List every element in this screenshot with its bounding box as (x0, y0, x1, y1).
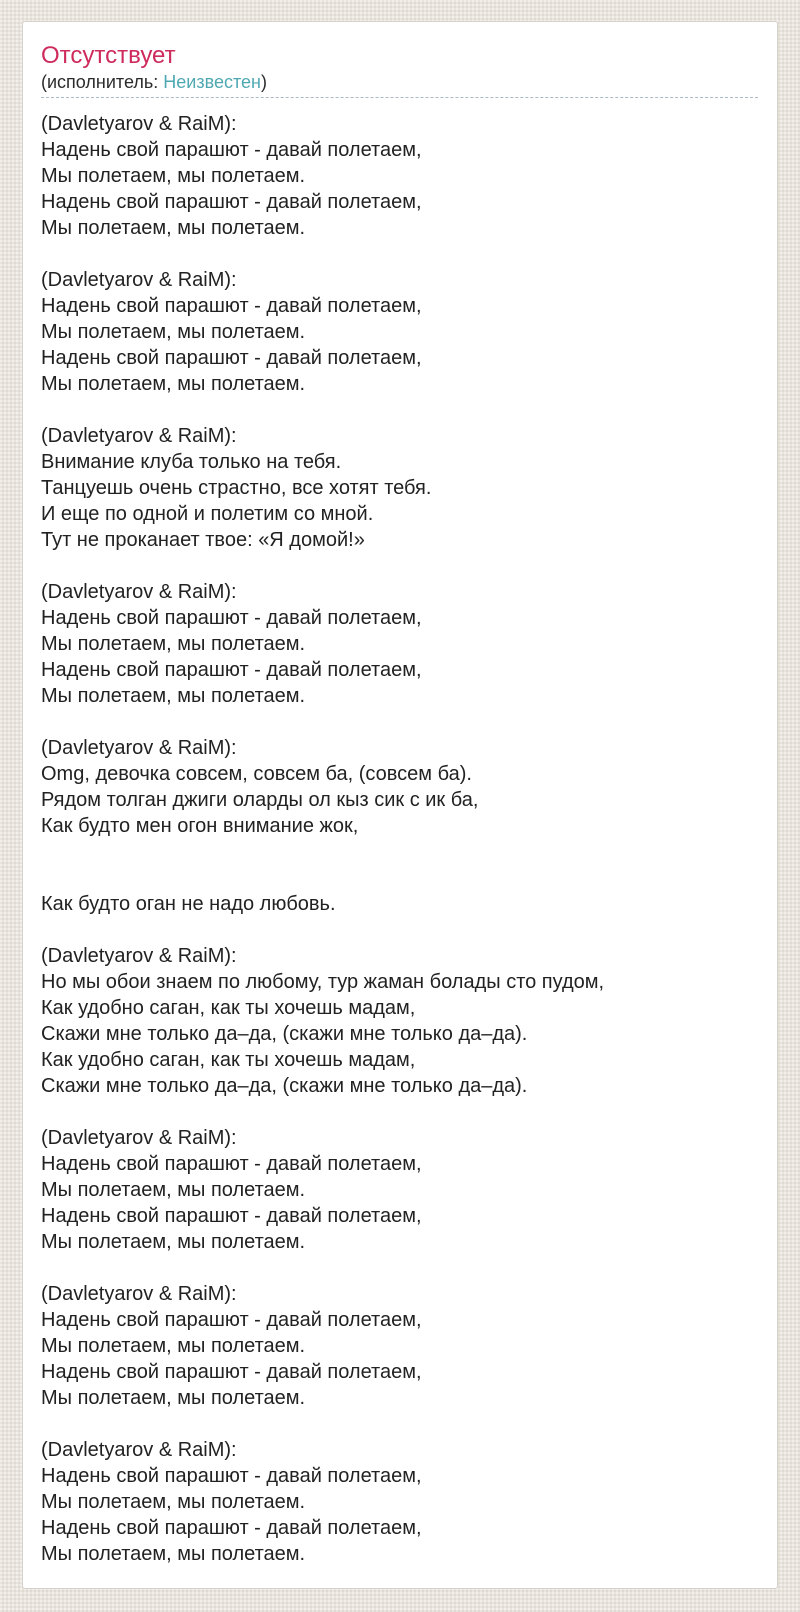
lyric-line: (Davletyarov & RaiM): (41, 581, 237, 603)
lyric-line: Мы полетаем, мы полетаем. (41, 1179, 306, 1201)
lyric-line: Надень свой парашют - давай полетаем, (41, 1205, 422, 1227)
lyric-line: Танцуешь очень страстно, все хотят тебя. (41, 477, 432, 499)
lyric-line: Тут не проканает твое: «Я домой!» (41, 529, 365, 551)
lyric-line: Но мы обои знаем по любому, тур жаман болады сто пудом, (41, 971, 605, 993)
artist-link[interactable]: Неизвестен (163, 72, 261, 92)
lyric-line: Как удобно саган, как ты хочешь мадам, (41, 1049, 416, 1071)
lyric-line: (Davletyarov & RaiM): (41, 425, 237, 447)
lyric-line (41, 839, 758, 865)
stanza (41, 423, 758, 553)
lyric-line: Надень свой парашют - давай полетаем, (41, 1153, 422, 1175)
lyric-line: Мы полетаем, мы полетаем. (41, 1491, 306, 1513)
lyric-line: Мы полетаем, мы полетаем. (41, 373, 306, 395)
stanza (41, 1281, 758, 1411)
lyric-line: Надень свой парашют - давай полетаем, (41, 607, 422, 629)
lyric-line: (Davletyarov & RaiM): (41, 269, 237, 291)
lyric-line: Надень свой парашют - давай полетаем, (41, 347, 422, 369)
lyrics-card (22, 21, 778, 1589)
stanza (41, 1125, 758, 1255)
stanza (41, 735, 758, 917)
stanza (41, 579, 758, 709)
lyric-line: Мы полетаем, мы полетаем. (41, 1387, 306, 1409)
lyrics-text (41, 111, 758, 1567)
lyric-line: Надень свой парашют - давай полетаем, (41, 1361, 422, 1383)
lyric-line: Скажи мне только да–да, (скажи мне только да–да). (41, 1023, 528, 1045)
stanza (41, 1437, 758, 1567)
lyric-line: (Davletyarov & RaiM): (41, 945, 237, 967)
lyric-line: Надень свой парашют - давай полетаем, (41, 1517, 422, 1539)
lyric-line: Omg, девочка совсем, совсем ба, (совсем ба). (41, 763, 472, 785)
stanza (41, 943, 758, 1099)
lyric-line: Мы полетаем, мы полетаем. (41, 321, 306, 343)
lyric-line: (Davletyarov & RaiM): (41, 113, 237, 135)
lyric-line: Рядом толган джиги оларды ол кыз сик с ик ба, (41, 789, 479, 811)
lyric-line: (Davletyarov & RaiM): (41, 1283, 237, 1305)
lyric-line (41, 865, 758, 891)
lyric-line: Как будто оган не надо любовь. (41, 893, 336, 915)
stanza (41, 267, 758, 397)
lyric-line: Надень свой парашют - давай полетаем, (41, 191, 422, 213)
song-title: Отсутствует (41, 42, 176, 69)
lyric-line: Как будто мен огон внимание жок, (41, 815, 359, 837)
lyric-line: (Davletyarov & RaiM): (41, 737, 237, 759)
lyric-line: Скажи мне только да–да, (скажи мне только да–да). (41, 1075, 528, 1097)
artist-label: (исполнитель: (41, 72, 159, 92)
lyric-line: (Davletyarov & RaiM): (41, 1439, 237, 1461)
lyric-line: Мы полетаем, мы полетаем. (41, 1543, 306, 1565)
lyric-line: Мы полетаем, мы полетаем. (41, 217, 306, 239)
lyric-line: Мы полетаем, мы полетаем. (41, 165, 306, 187)
lyric-line: Как удобно саган, как ты хочешь мадам, (41, 997, 416, 1019)
lyric-line: Надень свой парашют - давай полетаем, (41, 1309, 422, 1331)
lyric-line: Надень свой парашют - давай полетаем, (41, 295, 422, 317)
lyric-line: Мы полетаем, мы полетаем. (41, 1231, 306, 1253)
lyric-line: Мы полетаем, мы полетаем. (41, 1335, 306, 1357)
artist-line (41, 71, 758, 98)
lyric-line: И еще по одной и полетим со мной. (41, 503, 374, 525)
lyric-line: Мы полетаем, мы полетаем. (41, 685, 306, 707)
lyric-line: Надень свой парашют - давай полетаем, (41, 659, 422, 681)
lyric-line: (Davletyarov & RaiM): (41, 1127, 237, 1149)
lyric-line: Мы полетаем, мы полетаем. (41, 633, 306, 655)
lyric-line: Надень свой парашют - давай полетаем, (41, 1465, 422, 1487)
lyric-line: Внимание клуба только на тебя. (41, 451, 342, 473)
lyric-line: Надень свой парашют - давай полетаем, (41, 139, 422, 161)
stanza (41, 111, 758, 241)
artist-close-paren: ) (260, 72, 267, 92)
